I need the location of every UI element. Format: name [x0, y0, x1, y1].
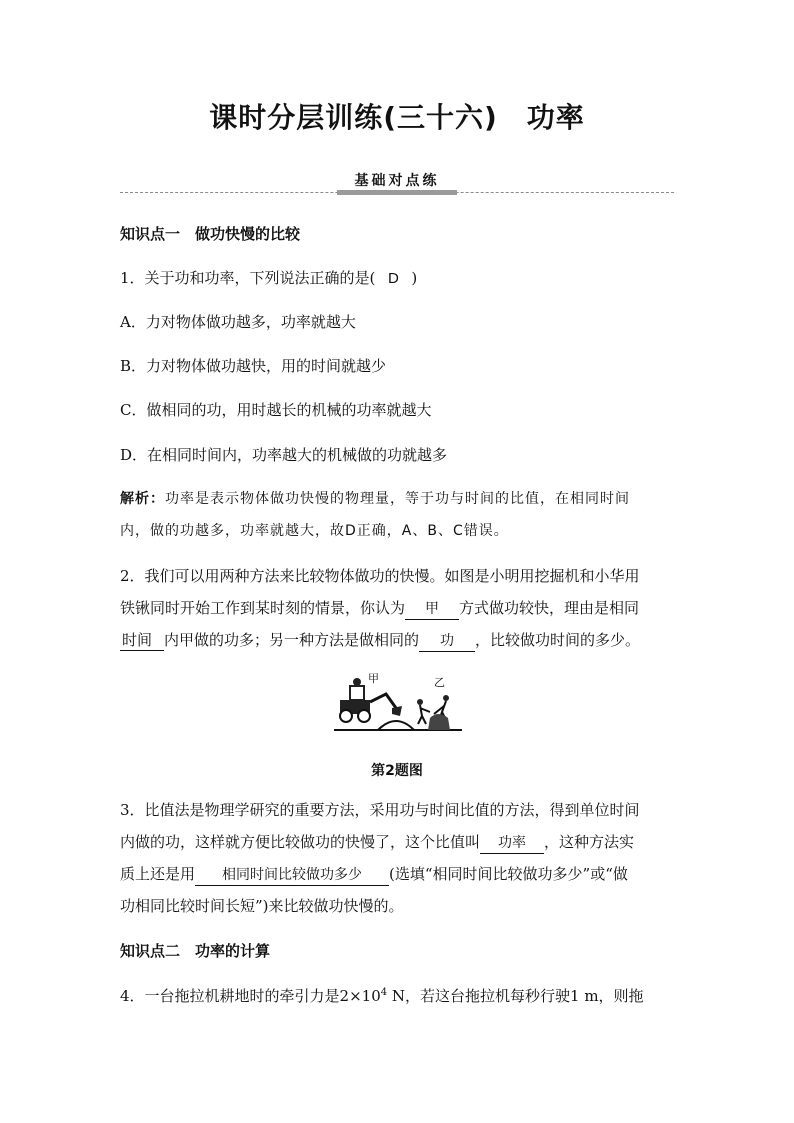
question-2-text-2a: 铁锹同时开始工作到某时刻的情景，你认为: [120, 599, 406, 617]
question-3-line-4: 功相同比较时间长短”)来比较做功快慢的。: [120, 897, 404, 915]
figure-label-yi: 乙: [434, 676, 445, 689]
analysis-line-2: 内，做的功越多，功率就越大，故D正确，A、B、C错误。: [120, 523, 509, 539]
section-banner: [120, 168, 674, 198]
section-bar: [337, 190, 457, 195]
question-3-line-3: [120, 864, 680, 886]
option-c: C．做相同的功，用时越长的机械的功率就越大: [120, 401, 432, 419]
question-3-line-2: [120, 832, 680, 854]
question-2-blank-3: 功: [419, 632, 475, 652]
figure-caption: 第2题图: [371, 763, 423, 779]
question-3-text-2b: ，这种方法实: [544, 833, 635, 851]
question-2-line-2: [120, 598, 680, 620]
question-2-blank-1: 甲: [405, 600, 459, 620]
question-2-blank-2: 时间: [120, 631, 164, 651]
option-d: D．在相同时间内，功率越大的机械做的功就越多: [120, 446, 448, 464]
question-2-line-1: 2．我们可以用两种方法来比较物体做功的快慢。如图是小明用挖掘机和小华用: [120, 567, 640, 585]
question-2-text-3b: ，比较做功时间的多少。: [475, 631, 641, 649]
question-3-blank-2: 相同时间比较做功多少: [195, 866, 389, 886]
question-3-text-3a: 质上还是用: [120, 865, 196, 883]
question-1-answer: D: [387, 270, 399, 287]
option-a: A．力对物体做功越多，功率就越大: [120, 313, 356, 331]
question-3-text-2a: 内做的功，这样就方便比较做功的快慢了，这个比值叫: [120, 833, 481, 851]
question-2-figure: [334, 668, 462, 734]
question-1-stem: [120, 268, 680, 289]
question-3-text-3b: (选填“相同时间比较做功多少”或“做: [389, 865, 628, 883]
page-title: 课时分层训练(三十六) 功率: [209, 101, 585, 134]
analysis-text-1: 功率是表示物体做功快慢的物理量，等于功与时间的比值，在相同时间: [165, 491, 630, 507]
question-4-line-1: [120, 986, 680, 1006]
question-1-text: 1．关于功和功率，下列说法正确的是(: [120, 269, 376, 287]
knowledge-point-2: 知识点二 功率的计算: [120, 942, 271, 960]
question-4-text-a: 4．一台拖拉机耕地时的牵引力是2×10: [120, 987, 381, 1005]
question-2-text-2b: 方式做功较快，理由是相同: [459, 599, 640, 617]
analysis-line-1: [120, 489, 680, 509]
question-4-exponent: 4: [380, 987, 388, 998]
question-3-line-1: 3．比值法是物理学研究的重要方法，采用功与时间比值的方法，得到单位时间: [120, 801, 640, 819]
question-1-close: ): [411, 269, 418, 287]
section-label: 基础对点练: [354, 173, 440, 189]
knowledge-point-1: 知识点一 做功快慢的比较: [120, 225, 301, 243]
figure-label-jia: 甲: [368, 672, 379, 685]
question-4-text-b: N，若这台拖拉机每秒行驶1 m，则拖: [387, 987, 644, 1005]
question-2-text-3a: 内甲做的功多；另一种方法是做相同的: [164, 631, 420, 649]
option-b: B．力对物体做功越快，用的时间就越少: [120, 357, 387, 375]
question-2-line-3: [120, 630, 680, 652]
analysis-label: 解析：: [120, 491, 165, 507]
question-3-blank-1: 功率: [480, 834, 544, 854]
